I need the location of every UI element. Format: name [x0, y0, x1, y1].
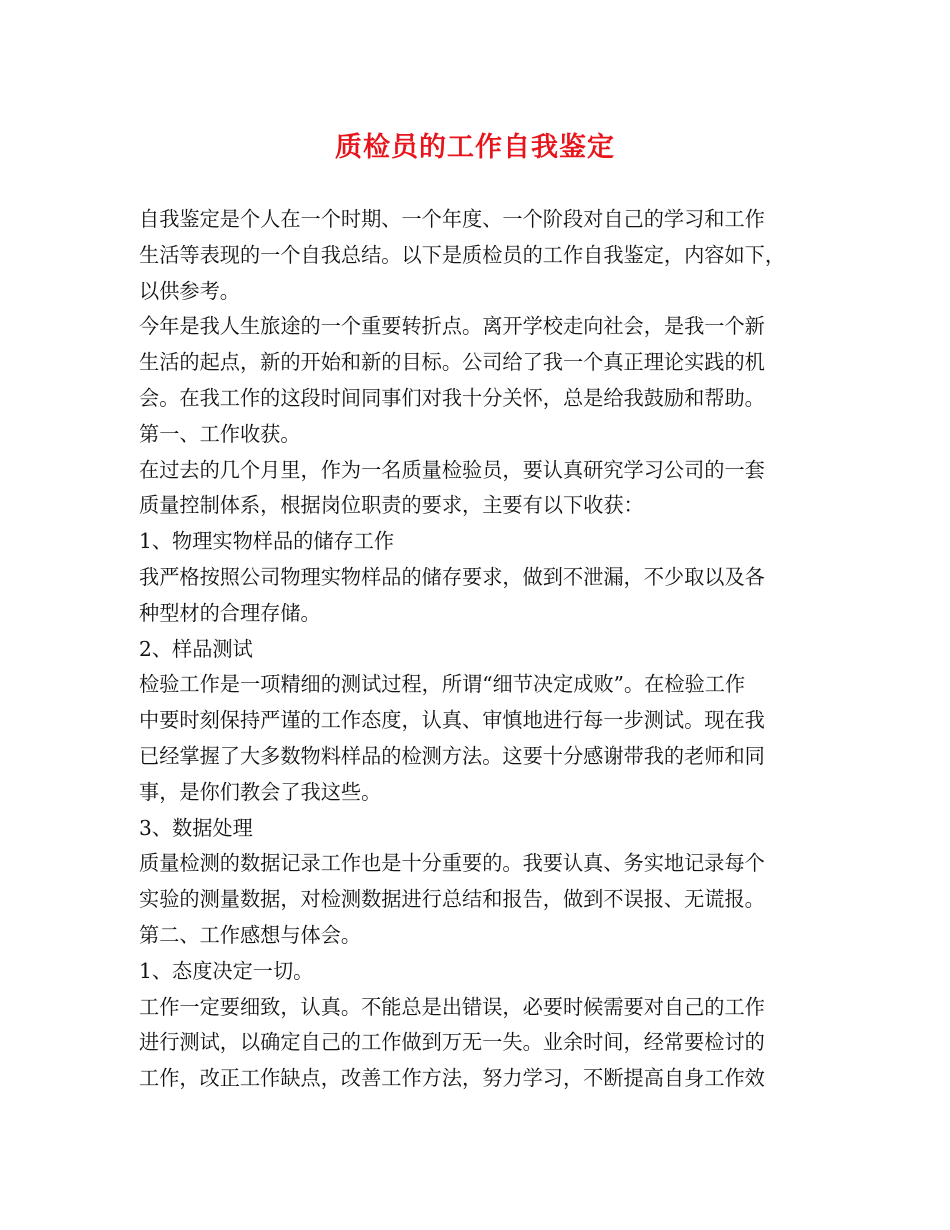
text-line: 进行测试，以确定自己的工作做到万无一失。业余时间，经常要检讨的: [139, 1030, 765, 1055]
text-line: 质量检测的数据记录工作也是十分重要的。我要认真、务实地记录每个: [139, 851, 765, 876]
section-heading: 第二、工作感想与体会。: [139, 922, 362, 947]
document-title: 质检员的工作自我鉴定: [335, 132, 615, 163]
text-line: 自我鉴定是个人在一个时期、一个年度、一个阶段对自己的学习和工作: [139, 207, 765, 231]
subsection-heading: 1、态度决定一切。: [139, 958, 314, 983]
section-heading: 第一、工作收获。: [139, 421, 301, 446]
text-line: 我严格按照公司物理实物样品的储存要求，做到不泄漏，不少取以及各: [139, 564, 765, 589]
text-line: 以供参考。: [139, 278, 240, 303]
text-line: 实验的测量数据，对检测数据进行总结和报告，做到不误报、无谎报。: [139, 887, 765, 912]
subsection-heading: 2、样品测试: [139, 636, 253, 661]
text-line: 在过去的几个月里，作为一名质量检验员，要认真研究学习公司的一套: [139, 457, 765, 482]
text-line: 已经掌握了大多数物料样品的检测方法。这要十分感谢带我的老师和同: [139, 743, 765, 768]
text-line: 检验工作是一项精细的测试过程，所谓“细节决定成败”。在检验工作: [139, 672, 746, 697]
subsection-heading: 1、物理实物样品的储存工作: [139, 529, 395, 554]
subsection-heading: 3、数据处理: [139, 815, 253, 840]
text-line: 生活等表现的一个自我总结。以下是质检员的工作自我鉴定，内容如下，: [139, 242, 786, 267]
text-line: 种型材的合理存储。: [139, 600, 321, 625]
text-line: 会。在我工作的这段时间同事们对我十分关怀，总是给我鼓励和帮助。: [139, 385, 765, 410]
text-line: 今年是我人生旅途的一个重要转折点。离开学校走向社会，是我一个新: [139, 314, 765, 339]
text-line: 质量控制体系，根据岗位职责的要求，主要有以下收获：: [139, 493, 644, 518]
text-line: 工作，改正工作缺点，改善工作方法，努力学习，不断提高自身工作效: [139, 1066, 765, 1091]
document-body: [139, 202, 829, 1097]
text-line: 生活的起点，新的开始和新的目标。公司给了我一个真正理论实践的机: [139, 350, 765, 375]
text-line: 事，是你们教会了我这些。: [139, 779, 382, 804]
text-line: 工作一定要细致，认真。不能总是出错误，必要时候需要对自己的工作: [139, 994, 765, 1019]
text-line: 中要时刻保持严谨的工作态度，认真、审慎地进行每一步测试。现在我: [139, 708, 765, 733]
